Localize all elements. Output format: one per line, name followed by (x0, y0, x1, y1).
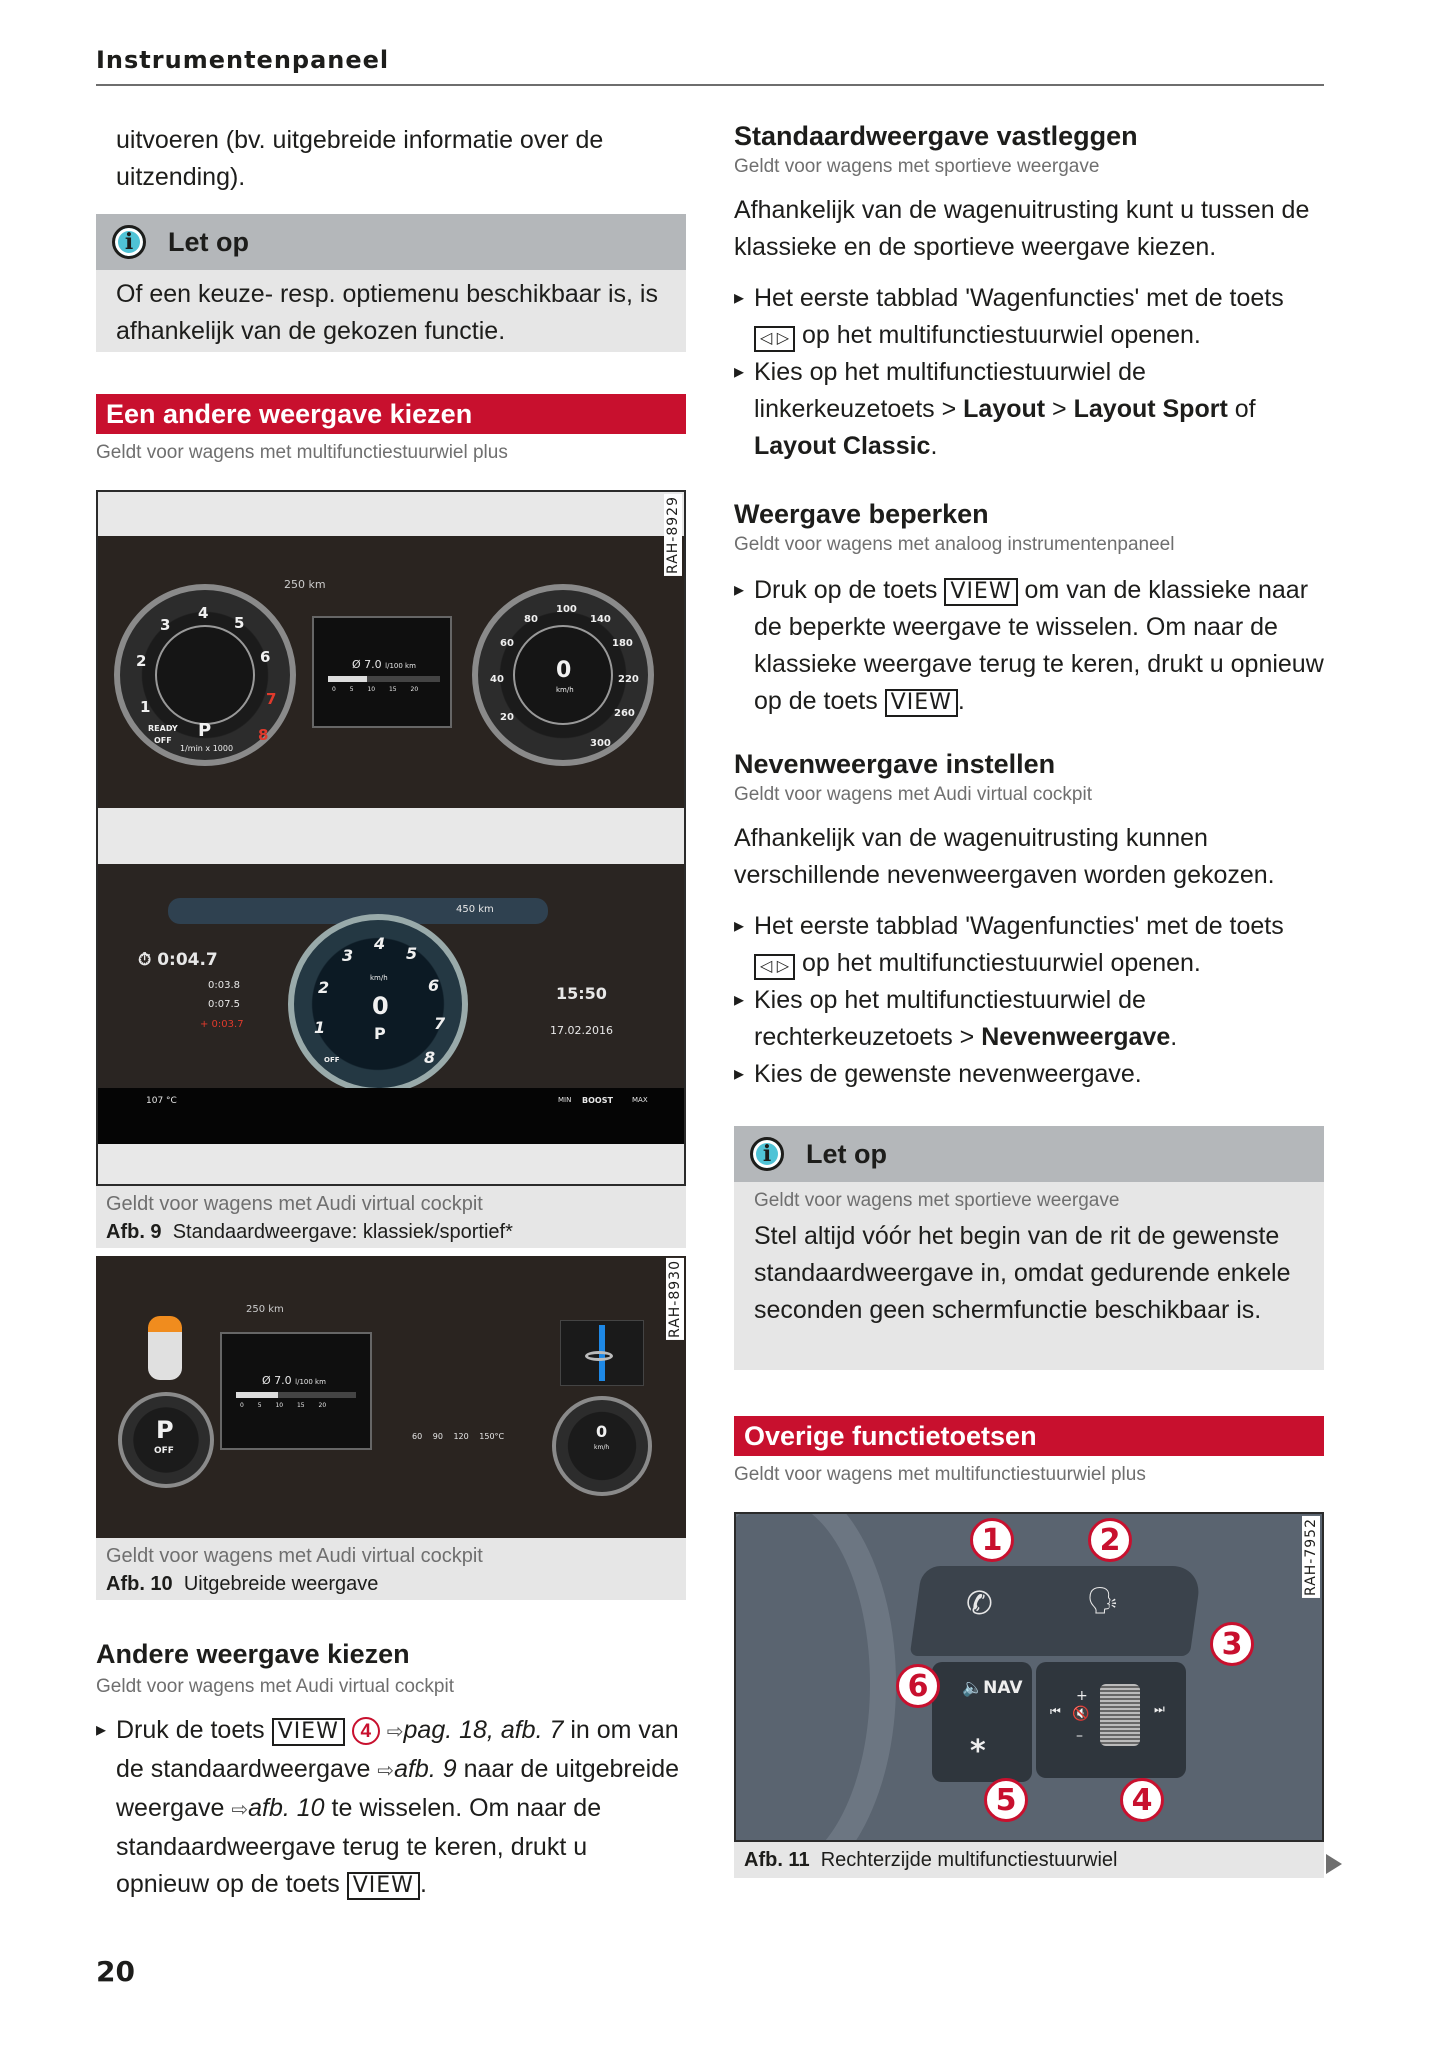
note-box-2 (734, 1126, 1324, 1370)
continue-arrow-icon (1326, 1854, 1342, 1874)
callout-4: 4 (352, 1717, 380, 1745)
reference-arrow-icon: ⇨ (231, 1799, 249, 1821)
section-title: Nevenweergave instellen (734, 749, 1056, 779)
figure-panel-mid (98, 808, 684, 864)
figure-10-caption: Geldt voor wagens met Audi virtual cockpit Afb. 10 Uitgebreide weergave (96, 1538, 686, 1600)
voice-control-icon: 🗣 (1086, 1586, 1120, 1616)
list-item: ▸ Kies op het multifunctiestuurwiel de rechterkeuzetoets > Nevenweergave. (734, 982, 1324, 1056)
speedometer: 20 40 60 80 100 140 180 220 260 300 0 km/h (472, 584, 654, 766)
star-button: * (970, 1734, 986, 1769)
section-title: Een andere weergave kiezen (96, 394, 686, 434)
section-title: Andere weergave kiezen (96, 1639, 410, 1669)
center-display: Ø 7.0 l/100 km 0 5 10 15 20 (220, 1332, 372, 1450)
info-icon: i (112, 225, 146, 259)
view-key: VIEW (347, 1872, 420, 1900)
page-number: 20 (96, 1955, 135, 1988)
list-item: ▸ Het eerste tabblad 'Wagenfuncties' met de toets ◁ ▷ op het multifunctiestuurwiel openen. (734, 280, 1324, 354)
section-nevenweergave (734, 746, 1324, 1093)
instruction-list (734, 908, 1324, 1093)
note-header (96, 214, 686, 270)
gear-indicator: P (198, 720, 212, 741)
figure-panel-top (98, 492, 684, 536)
callout-3: 3 (1210, 1622, 1254, 1666)
callout-6: 6 (896, 1664, 940, 1708)
instruction-list (734, 572, 1324, 720)
list-item: ▸ Kies de gewenste nevenweergave. (734, 1056, 1324, 1093)
figure-9-caption: Geldt voor wagens met Audi virtual cockpit Afb. 9 Standaardweergave: klassiek/sportief* (96, 1186, 686, 1248)
view-key: VIEW (272, 1718, 345, 1746)
section-title: Standaardweergave vastleggen (734, 121, 1138, 151)
clock: 15:50 (556, 984, 607, 1003)
section-overige-functietoetsen (734, 1416, 1324, 1488)
note-header (734, 1126, 1324, 1182)
callout-5: 5 (984, 1778, 1028, 1822)
figure-id: RAH-8929 (665, 496, 681, 574)
volume-roller (1100, 1684, 1140, 1746)
chapter-title: Instrumentenpaneel (96, 46, 390, 74)
speedometer: 0 km/h (552, 1396, 652, 1496)
view-key: VIEW (885, 689, 958, 717)
section-weergave-beperken (734, 496, 1324, 720)
intro-text: uitvoeren (bv. uitgebreide informatie over de uitzending). (116, 126, 604, 191)
media-button-panel: ⏮ + 🔇 – ⏭ (1036, 1662, 1186, 1778)
list-item: ▸ Het eerste tabblad 'Wagenfuncties' met de toets ◁ ▷ op het multifunctiestuurwiel openen. (734, 908, 1324, 982)
figure-reference[interactable]: afb. 9 (394, 1755, 457, 1783)
next-track-icon: ⏭ (1154, 1702, 1165, 1716)
steering-wheel-rim (734, 1512, 896, 1842)
car-icon (148, 1316, 182, 1380)
figure-10 (96, 1256, 686, 1538)
figure-11-caption: Afb. 11 Rechterzijde multifunctiestuurwiel (734, 1842, 1324, 1878)
list-item: ▸ Druk de toets VIEW 4 ⇨pag. 18, afb. 7 in om van de standaardweergave ⇨afb. 9 naar de uitgebreide weergave ⇨afb. 10 te wisselen. Om naar de standaardweergave terug te keren, drukt u opnieuw op de toets VIEW . (96, 1712, 686, 1903)
section-andere-weergave (96, 1636, 686, 1903)
section-applies: Geldt voor wagens met Audi virtual cockpit (734, 784, 1093, 805)
figure-id: RAH-8930 (667, 1260, 683, 1338)
center-display: Ø 7.0 l/100 km 0 5 10 15 20 (312, 616, 452, 728)
arrow-keys-icon: ◁ ▷ (754, 326, 795, 352)
figure-reference[interactable]: afb. 10 (248, 1794, 325, 1822)
range-readout: 250 km (284, 578, 326, 591)
extended-cluster: 250 km P OFF Ø 7.0 l/100 km 0 5 10 15 20 60 90 120 150°C 0 km/h (96, 1256, 686, 1538)
date: 17.02.2016 (550, 1024, 613, 1037)
section-applies: Geldt voor wagens met sportieve weergave (734, 156, 1100, 177)
callout-1: 1 (970, 1518, 1014, 1562)
view-key: VIEW (944, 578, 1017, 606)
info-icon: i (750, 1137, 784, 1171)
figure-11 (734, 1512, 1324, 1842)
instruction-list (96, 1712, 686, 1903)
rpm-gauge: P OFF (118, 1392, 214, 1488)
speed-readout: 0 (556, 658, 572, 683)
nav-button-panel (932, 1662, 1032, 1782)
left-column (96, 122, 686, 196)
list-item: ▸ Kies op het multifunctiestuurwiel de linkerkeuzetoets > Layout > Layout Sport of Layout Classic. (734, 354, 1324, 465)
note-box-1 (96, 214, 686, 352)
figure-id: RAH-7952 (1303, 1518, 1319, 1596)
callout-2: 2 (1088, 1518, 1132, 1562)
rpm-gauge: 1 2 3 4 5 6 7 8 P READY OFF 1/min x 1000 (114, 584, 296, 766)
running-head (96, 46, 1324, 86)
oil-temp-scale: 60 90 120 150°C (412, 1432, 505, 1441)
section-applies: Geldt voor wagens met multifunctiestuurwiel plus (734, 1464, 1146, 1485)
previous-track-icon: ⏮ (1050, 1704, 1061, 1718)
section-title: Weergave beperken (734, 499, 989, 529)
arrow-keys-icon: ◁ ▷ (754, 954, 795, 980)
list-item: ▸ Druk op de toets VIEW om van de klassieke naar de beperkte weergave te wisselen. Om naar de klassieke weergave terug te keren, drukt u opnieuw op de toets VIEW . (734, 572, 1324, 720)
mute-icon: 🔇 (1072, 1706, 1090, 1722)
section-een-andere-weergave (96, 394, 686, 466)
classic-cluster (98, 536, 684, 808)
section-title: Overige functietoetsen (734, 1416, 1324, 1456)
nav-button: 🔈NAV (962, 1678, 1023, 1698)
figure-9 (96, 490, 686, 1186)
sport-cluster: 450 km ⏱ 0:04.7 0:03.8 0:07.5 + 0:03.7 1 2 3 4 5 6 7 8 0 km/h P OFF 15:50 17.02.2016 107 °C MIN BOOST MAX (98, 864, 684, 1144)
section-standaardweergave (734, 118, 1324, 465)
note-text: Stel altijd vóór het begin van de rit de gewenste standaardweergave in, omdat gedurende enkele seconden geen schermfunctie beschikbaar is. (754, 1222, 1291, 1324)
note-text: Of een keuze- resp. optiemenu beschikbaar is, is afhankelijk van de gekozen functie. (116, 280, 658, 345)
callout-4: 4 (1120, 1778, 1164, 1822)
page-reference[interactable]: pag. 18, afb. 7 (403, 1716, 564, 1744)
upper-button-panel (910, 1566, 1203, 1656)
section-applies: Geldt voor wagens met Audi virtual cockpit (96, 1676, 455, 1697)
figure-panel-bottom (98, 1144, 684, 1186)
nav-arrow-view (560, 1320, 644, 1386)
section-applies: Geldt voor wagens met analoog instrumentenpaneel (734, 534, 1175, 555)
section-applies: Geldt voor wagens met multifunctiestuurwiel plus (96, 442, 508, 463)
phone-icon: ✆ (966, 1584, 993, 1622)
reference-arrow-icon: ⇨ (377, 1760, 395, 1782)
instruction-list (734, 280, 1324, 465)
paragraph: Afhankelijk van de wagenuitrusting kunnen verschillende nevenweergaven worden gekozen. (734, 824, 1275, 889)
sport-rpm-gauge: 1 2 3 4 5 6 7 8 0 km/h P OFF (288, 914, 468, 1094)
reference-arrow-icon: ⇨ (386, 1721, 404, 1743)
paragraph: Afhankelijk van de wagenuitrusting kunt u tussen de klassieke en de sportieve weergave kiezen. (734, 196, 1310, 261)
note-label: Let op (806, 1138, 887, 1169)
note-label: Let op (168, 226, 249, 257)
lap-timer: ⏱ 0:04.7 (138, 950, 218, 970)
note-applies: Geldt voor wagens met sportieve weergave (754, 1190, 1120, 1211)
